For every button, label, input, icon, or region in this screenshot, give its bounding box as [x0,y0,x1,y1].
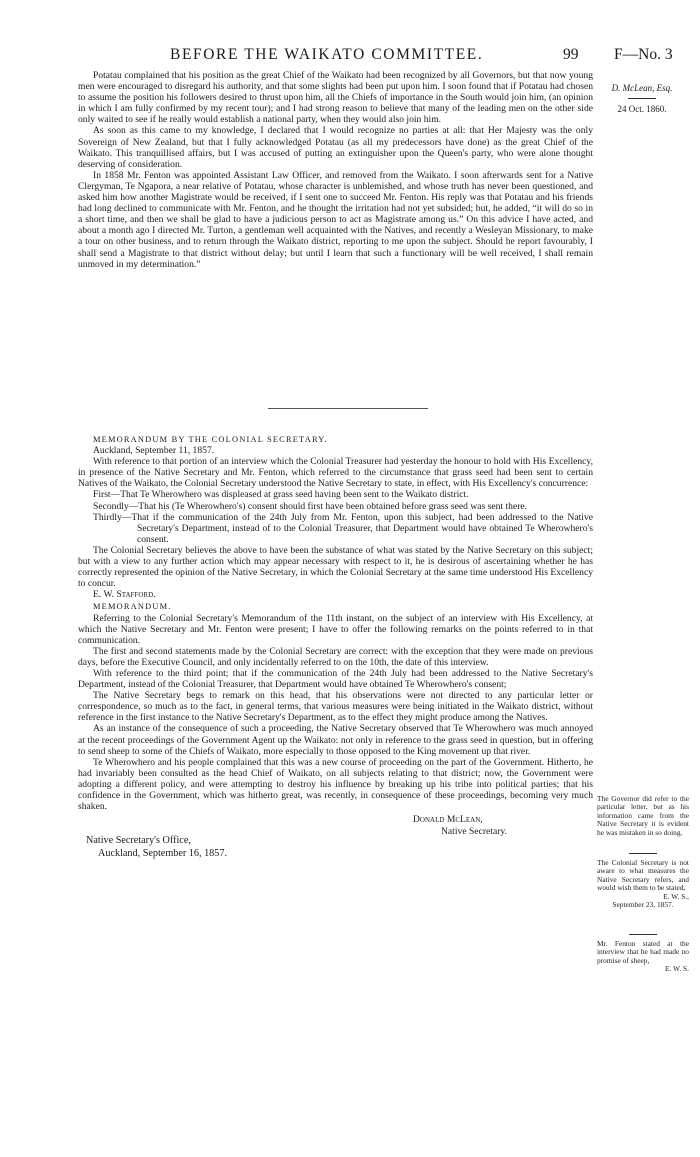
memo-signature: E. W. Stafford. [93,589,156,601]
margin-rule [628,98,656,99]
paragraph: As soon as this came to my knowledge, I declared that I would recognize no parties at all: that Her Majesty was the only Sovereign of New Zealand, but that I fully acknowledged Potatau (as all my predecessors have done) as the great Chief of the Waikato. This tranquillised affairs, but I was accused of putting an extinguisher upon the Queen's party, who were alone thought deserving of consideration. [78,125,593,170]
margin-note-date: September 23, 1857. [612,900,674,910]
margin-date: 24 Oct. 1860. [617,104,667,114]
page-number: 99 [563,46,579,63]
margin-rule [629,934,657,935]
paragraph: With reference to that portion of an interview which the Colonial Treasurer had yesterday the honour to hold with His Excellency, in presence of the Native Secretary and Mr. Fenton, which referred to the circumstance that grass seed had been sent to certain Natives of the Waikato, the Colonial Secretary understood the Native Secretary to state, in effect, with His Excellency's concurrence: [78,456,593,490]
memo-date: Auckland, September 11, 1857. [93,445,215,457]
memo-title: MEMORANDUM BY THE COLONIAL SECRETARY. [93,435,328,444]
paragraph: The Colonial Secretary believes the above to have been the substance of what was stated by the Native Secretary on this subject; but with a view to any further action which may appear necessary with respect to it, he is desirous of ascertaining whether he has correctly represented the opinion of the Native Secretary, in which the Colonial Secretary at the same time understood His Excellency to concur. [78,544,593,590]
paragraph: With reference to the third point; that if the communication of the 24th July had been addressed to the Native Secretary's Department, instead of the Colonial Treasurer, that Department would have obtained Te Wherowhero's consent; [78,667,593,691]
section-divider [268,408,428,409]
margin-note-colonial-secretary [597,853,689,909]
memorandum-colonial-secretary [78,434,593,860]
list-item: First—That Te Wherowhero was displeased at grass seed having been sent to the Waikato district. [93,489,469,501]
margin-author-block [601,83,683,115]
margin-note-text: Mr. Fenton stated at the interview that he had made no promise of sheep, [597,939,689,965]
signature-block [413,814,593,837]
document-number: F—No. 3 [614,46,673,63]
paragraph: The first and second statements made by the Colonial Secretary are correct: with the exception that they were made on previous days, before the Executive Council, and only incidentally referred to on the 10th, the date of this interview. [78,645,593,668]
paragraph: Te Wherowhero and his people complained that this was a new course of proceeding on the part of the Government. Hitherto, he had invariably been consulted as the head Chief of Waikato, on all subjects relating to that district; now, the Government were adopting a different policy, and were attempting to destroy his influence by breaking up his tribe into political parties; that his confidence in the Government, which was hitherto great, was recently, in consequence of these proceedings, becoming very much shaken. [78,756,593,813]
margin-rule [629,853,657,854]
list-item: Thirdly—That if the communication of the 24th July from Mr. Fenton, upon this subject, had been addressed to the Native Secretary's Department, instead of to the Colonial Treasurer, that Department would have obtained Te Wherowhero's consent. [93,511,593,545]
office-date: Auckland, September 16, 1857. [98,847,228,859]
office-name: Native Secretary's Office, [86,835,191,847]
paragraph: In 1858 Mr. Fenton was appointed Assistant Law Officer, and removed from the Waikato. I soon afterwards sent for a Native Clergyman, Te Ngapora, a near relative of Potatau, whose character is unblemished, and whose truth has never been questioned, and asked him how another Magistrate would be received, if I sent one to succeed Mr. Fenton. His reply was that Potatau and his friends had long declined to communicate with Mr. Fenton, and he thought the irritation had not yet subsided; but, he added, “it will do so in a short time, and then we shall be glad to have a judicious person to act as Magistrate among us.” On this advice I have acted, and about a month ago I directed Mr. Turton, a gentleman well acquainted with the Natives, and recently a Wesleyan Missionary, to make a tour on other business, and to return through the Waikato district, reporting to me upon the subject. Should he report favourably, I shall send a Magistrate to that district without delay; but until I learn that such a functionary will be well received, I shall remain unmoved in my determination.” [78,169,593,270]
paragraph: As an instance of the consequence of such a proceeding, the Native Secretary observed that Te Wherowhero was much annoyed at the recent proceedings of the Government Agent up the Waikato: not only in reference to the grass seed in question, but in offering to send sheep to some of the Chiefs of Waikato, more especially to those opposed to the King movement up that river. [78,723,593,757]
margin-note-text: The Colonial Secretary is not aware to what measures the Native Secretary refers, and would wish them to be stated, [597,858,689,893]
paragraph: Potatau complained that his position as the great Chief of the Waikato had been recognized by all Governors, but that now young men were encouraged to disregard his authority, and that some slights had been put upon him. I soon found that if Potatau had chosen to assume the position his followers desired to thrust upon him, all the Chiefs of importance in the South would join him, (an opinion in which I am fully confirmed by my recent tour); and I had strong reason to believe that many of the leading men on the other side only waited to see if he really would establish a national party, when they would also join him. [78,70,593,126]
margin-note-fenton [597,934,689,974]
page-header-title: BEFORE THE WAIKATO COMMITTEE. [170,46,484,63]
margin-note-governor: The Governor did refer to the particular letter, but as his information came from the Native Secretary it is evident he was mistaken in so doing. [597,794,689,837]
paragraph: Referring to the Colonial Secretary's Memorandum of the 11th instant, on the subject of an interview with His Excellency, at which the Native Secretary and Mr. Fenton were present; I have to offer the following remarks on the points referred to in that communication. [78,612,593,646]
margin-note-signature: E. W. S., [663,891,689,901]
margin-note-signature: E. W. S. [664,964,689,974]
letter-continuation [78,70,593,270]
margin-author: D. McLean, Esq. [611,83,673,93]
list-item: Secondly—That his (Te Wherowhero's) consent should first have been obtained before grass seed was sent there. [93,500,528,512]
paragraph: The Native Secretary begs to remark on this head, that his observations were not directed to any particular letter or correspondence, so much as to the fact, in general terms, that various measures were being initiated in the Waikato district, without reference in the first instance to the Native Secretary's Department, as to the effect they might produce among the Natives. [78,690,593,724]
memo-title: MEMORANDUM. [93,602,172,612]
signature-title: Native Secretary. [441,825,507,837]
office-block [86,835,593,860]
signature-name: Donald McLean, [413,814,483,826]
